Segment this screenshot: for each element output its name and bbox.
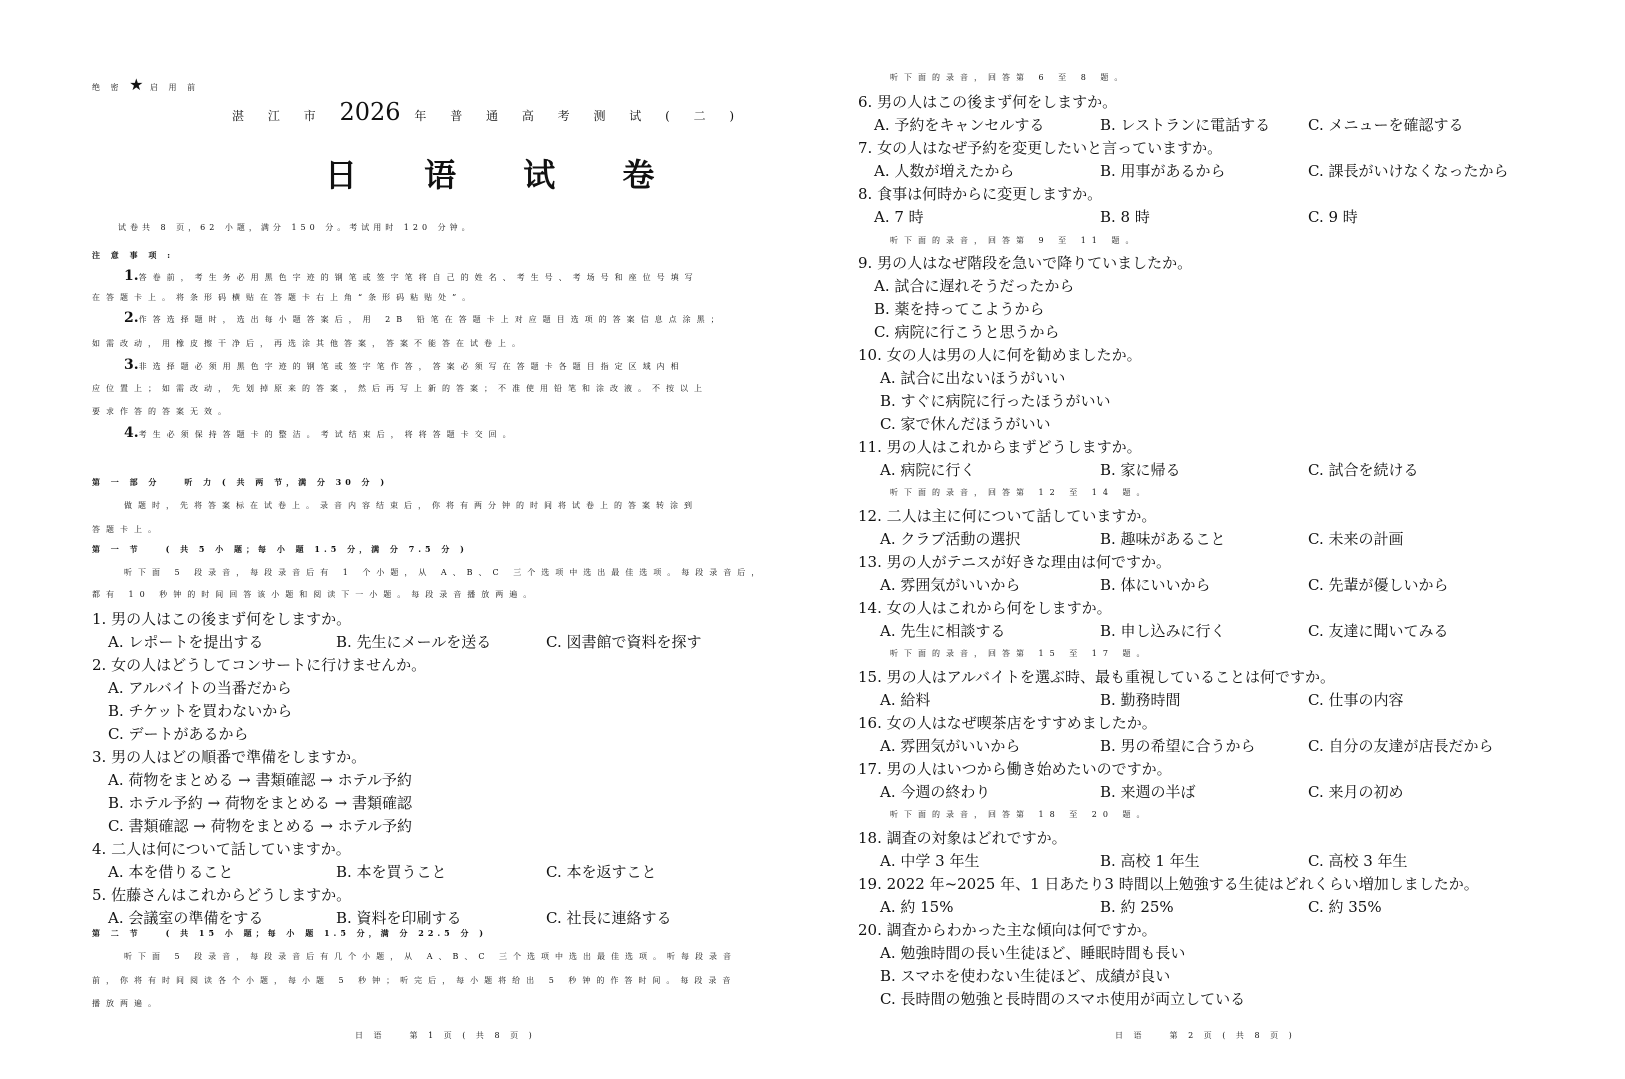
q17-option-a: A. 今週の終わり bbox=[880, 783, 991, 801]
question-14: 14. 女の人はこれから何をしますか。 bbox=[858, 599, 1112, 617]
section1-desc-line1: 听下面 5 段录音，每段录音后有 1 个小题，从 A、B、C 三个选项中选出最佳选项。每段录音后， bbox=[124, 568, 766, 577]
question-19: 19. 2022 年~2025 年、1 日あたり3 時間以上勉強する生徒はどれくらい増加しましたか。 bbox=[858, 875, 1479, 893]
notice-3-line1: 3.非选择题必须用黑色字迹的钢笔或签字笔作答，答案必须写在答题卡各题目指定区域内相 bbox=[124, 357, 685, 373]
q2-option-a: A. アルバイトの当番だから bbox=[108, 679, 292, 697]
q1-option-c: C. 図書館で資料を探す bbox=[546, 633, 702, 651]
question-8: 8. 食事は何時からに変更しますか。 bbox=[858, 185, 1103, 203]
notice-2-line1: 2.作答选择题时，选出每小题答案后，用 2B 铅笔在答题卡上对应题目选项的答案信息点涂黑； bbox=[124, 310, 725, 326]
notice-title: 注 意 事 项 : bbox=[92, 250, 175, 260]
exam-title: 日 语 试 卷 bbox=[325, 156, 683, 194]
listening-header-15-17: 听下面的录音，回答第 15 至 17 题。 bbox=[890, 649, 1151, 658]
q9-option-b: B. 薬を持ってこようから bbox=[874, 300, 1045, 318]
q20-option-b: B. スマホを使わない生徒ほど、成績が良い bbox=[880, 967, 1171, 985]
info-line: 试卷共 8 页，62 小题，满分 150 分。考试用时 120 分钟。 bbox=[118, 223, 474, 232]
q9-option-c: C. 病院に行こうと思うから bbox=[874, 323, 1060, 341]
q14-option-b: B. 申し込みに行く bbox=[1100, 622, 1226, 640]
q18-option-a: A. 中学 3 年生 bbox=[880, 852, 980, 870]
question-10: 10. 女の人は男の人に何を勧めましたか。 bbox=[858, 346, 1142, 364]
question-2: 2. 女の人はどうしてコンサートに行けませんか。 bbox=[92, 656, 427, 674]
part1-desc-line2: 答题卡上。 bbox=[92, 525, 162, 534]
q9-option-a: A. 試合に遅れそうだったから bbox=[874, 277, 1075, 295]
q5-option-a: A. 会議室の準備をする bbox=[108, 909, 264, 927]
q10-option-a: A. 試合に出ないほうがいい bbox=[880, 369, 1066, 387]
q18-option-b: B. 高校 1 年生 bbox=[1100, 852, 1200, 870]
q13-option-c: C. 先輩が優しいから bbox=[1308, 576, 1449, 594]
q7-option-a: A. 人数が増えたから bbox=[874, 162, 1015, 180]
q12-option-c: C. 未来の計画 bbox=[1308, 530, 1404, 548]
part1-title: 第 一 部 分 听 力 ( 共 两 节，满 分 30 分 ) bbox=[92, 477, 389, 487]
notice-3-line2: 应位置上；如需改动，先划掉原来的答案，然后再写上新的答案；不准使用铅笔和涂改液。不按以上 bbox=[92, 384, 708, 393]
q12-option-a: A. クラブ活動の選択 bbox=[880, 530, 1021, 548]
question-15: 15. 男の人はアルバイトを選ぶ時、最も重視していることは何ですか。 bbox=[858, 668, 1335, 686]
question-7: 7. 女の人はなぜ予約を変更したいと言っていますか。 bbox=[858, 139, 1223, 157]
page-footer-1: 日 语 第 1 页 ( 共 8 页 ) bbox=[355, 1031, 536, 1040]
q12-option-b: B. 趣味があること bbox=[1100, 530, 1226, 548]
q1-option-b: B. 先生にメールを送る bbox=[336, 633, 492, 651]
q15-option-c: C. 仕事の内容 bbox=[1308, 691, 1404, 709]
q19-option-a: A. 約 15% bbox=[880, 898, 954, 916]
page-2 bbox=[800, 0, 1625, 1079]
q6-option-c: C. メニューを確認する bbox=[1308, 116, 1464, 134]
question-3: 3. 男の人はどの順番で準備をしますか。 bbox=[92, 748, 367, 766]
q3-option-c: C. 書類確認 → 荷物をまとめる → ホテル予約 bbox=[108, 817, 412, 835]
q16-option-a: A. 雰囲気がいいから bbox=[880, 737, 1021, 755]
q11-option-c: C. 試合を続ける bbox=[1308, 461, 1419, 479]
q15-option-a: A. 給料 bbox=[880, 691, 931, 709]
exam-header: 湛 江 市 2026 年 普 通 高 考 测 试 ( 二 ) bbox=[232, 98, 745, 126]
question-16: 16. 女の人はなぜ喫茶店をすすめましたか。 bbox=[858, 714, 1157, 732]
q6-option-b: B. レストランに電話する bbox=[1100, 116, 1271, 134]
q7-option-b: B. 用事があるから bbox=[1100, 162, 1226, 180]
q5-option-c: C. 社長に連絡する bbox=[546, 909, 672, 927]
page-footer-2: 日 语 第 2 页 ( 共 8 页 ) bbox=[1115, 1031, 1296, 1040]
question-4: 4. 二人は何について話していますか。 bbox=[92, 840, 351, 858]
q3-option-a: A. 荷物をまとめる → 書類確認 → ホテル予約 bbox=[108, 771, 412, 789]
q11-option-b: B. 家に帰る bbox=[1100, 461, 1181, 479]
q16-option-b: B. 男の希望に合うから bbox=[1100, 737, 1256, 755]
q13-option-a: A. 雰囲気がいいから bbox=[880, 576, 1021, 594]
question-11: 11. 男の人はこれからまずどうしますか。 bbox=[858, 438, 1142, 456]
q4-option-b: B. 本を買うこと bbox=[336, 863, 447, 881]
listening-header-9-11: 听下面的录音，回答第 9 至 11 题。 bbox=[890, 236, 1140, 245]
q3-option-b: B. ホテル予約 → 荷物をまとめる → 書類確認 bbox=[108, 794, 413, 812]
q8-option-b: B. 8 時 bbox=[1100, 208, 1150, 226]
section2-desc-line1: 听下面 5 段录音，每段录音后有几个小题，从 A、B、C 三个选项中选出最佳选项。听每段录音 bbox=[124, 952, 738, 961]
q1-option-a: A. レポートを提出する bbox=[108, 633, 264, 651]
listening-header-12-14: 听下面的录音，回答第 12 至 14 题。 bbox=[890, 488, 1151, 497]
q8-option-c: C. 9 時 bbox=[1308, 208, 1358, 226]
notice-2-line2: 如需改动，用橡皮擦干净后，再选涂其他答案，答案不能答在试卷上。 bbox=[92, 339, 526, 348]
question-5: 5. 佐藤さんはこれからどうしますか。 bbox=[92, 886, 352, 904]
part1-desc-line1: 做题时，先将答案标在试卷上。录音内容结束后，你将有两分钟的时间将试卷上的答案转涂到 bbox=[124, 501, 698, 510]
section1-desc-line2: 都有 10 秒钟的时间回答该小题和阅读下一小题。每段录音播放两遍。 bbox=[92, 590, 538, 599]
q20-option-a: A. 勉強時間の長い生徒ほど、睡眠時間も長い bbox=[880, 944, 1186, 962]
page-1 bbox=[0, 0, 800, 1079]
notice-4-line1: 4.考生必须保持答题卡的整洁。考试结束后，将将答题卡交回。 bbox=[124, 425, 517, 441]
notice-1-line1: 1.答卷前，考生务必用黑色字迹的钢笔或签字笔将自己的姓名、考生号、考场号和座位号填写 bbox=[124, 268, 699, 284]
listening-header-18-20: 听下面的录音，回答第 18 至 20 题。 bbox=[890, 810, 1151, 819]
q11-option-a: A. 病院に行く bbox=[880, 461, 976, 479]
q19-option-b: B. 約 25% bbox=[1100, 898, 1174, 916]
q13-option-b: B. 体にいいから bbox=[1100, 576, 1211, 594]
question-1: 1. 男の人はこの後まず何をしますか。 bbox=[92, 610, 352, 628]
q18-option-c: C. 高校 3 年生 bbox=[1308, 852, 1408, 870]
listening-header-6-8: 听下面的录音，回答第 6 至 8 题。 bbox=[890, 73, 1129, 82]
q10-option-c: C. 家で休んだほうがいい bbox=[880, 415, 1051, 433]
q10-option-b: B. すぐに病院に行ったほうがいい bbox=[880, 392, 1111, 410]
section1-title: 第 一 节 ( 共 5 小 题；每 小 题 1.5 分，满 分 7.5 分 ) bbox=[92, 544, 468, 554]
q19-option-c: C. 約 35% bbox=[1308, 898, 1382, 916]
q17-option-c: C. 来月の初め bbox=[1308, 783, 1404, 801]
question-18: 18. 調査の対象はどれですか。 bbox=[858, 829, 1067, 847]
section2-title: 第 二 节 ( 共 15 小 题；每 小 题 1.5 分，满 分 22.5 分 ) bbox=[92, 928, 488, 938]
q20-option-c: C. 長時間の勉強と長時間のスマホ使用が両立している bbox=[880, 990, 1246, 1008]
q5-option-b: B. 資料を印刷する bbox=[336, 909, 462, 927]
q14-option-a: A. 先生に相談する bbox=[880, 622, 1006, 640]
question-12: 12. 二人は主に何について話していますか。 bbox=[858, 507, 1157, 525]
q2-option-b: B. チケットを買わないから bbox=[108, 702, 293, 720]
q4-option-a: A. 本を借りること bbox=[108, 863, 234, 881]
question-17: 17. 男の人はいつから働き始めたいのですか。 bbox=[858, 760, 1172, 778]
q7-option-c: C. 課長がいけなくなったから bbox=[1308, 162, 1509, 180]
section2-desc-line2: 前，你将有时间阅读各个小题，每小题 5 秒钟；听完后，每小题将给出 5 秒钟的作答时间。每段录音 bbox=[92, 976, 737, 985]
question-9: 9. 男の人はなぜ階段を急いで降りていましたか。 bbox=[858, 254, 1193, 272]
q14-option-c: C. 友達に聞いてみる bbox=[1308, 622, 1449, 640]
secret-label: 绝 密 ★ 启 用 前 bbox=[92, 75, 200, 94]
notice-3-line3: 要求作答的答案无效。 bbox=[92, 407, 232, 416]
q15-option-b: B. 勤務時間 bbox=[1100, 691, 1181, 709]
q2-option-c: C. デートがあるから bbox=[108, 725, 249, 743]
q17-option-b: B. 来週の半ば bbox=[1100, 783, 1196, 801]
q8-option-a: A. 7 時 bbox=[874, 208, 924, 226]
q16-option-c: C. 自分の友達が店長だから bbox=[1308, 737, 1494, 755]
notice-1-line2: 在答题卡上。将条形码横贴在答题卡右上角“条形码粘贴处”。 bbox=[92, 293, 477, 302]
q4-option-c: C. 本を返すこと bbox=[546, 863, 657, 881]
question-20: 20. 調査からわかった主な傾向は何ですか。 bbox=[858, 921, 1157, 939]
q6-option-a: A. 予約をキャンセルする bbox=[874, 116, 1045, 134]
section2-desc-line3: 播放两遍。 bbox=[92, 999, 162, 1008]
question-6: 6. 男の人はこの後まず何をしますか。 bbox=[858, 93, 1118, 111]
question-13: 13. 男の人がテニスが好きな理由は何ですか。 bbox=[858, 553, 1172, 571]
